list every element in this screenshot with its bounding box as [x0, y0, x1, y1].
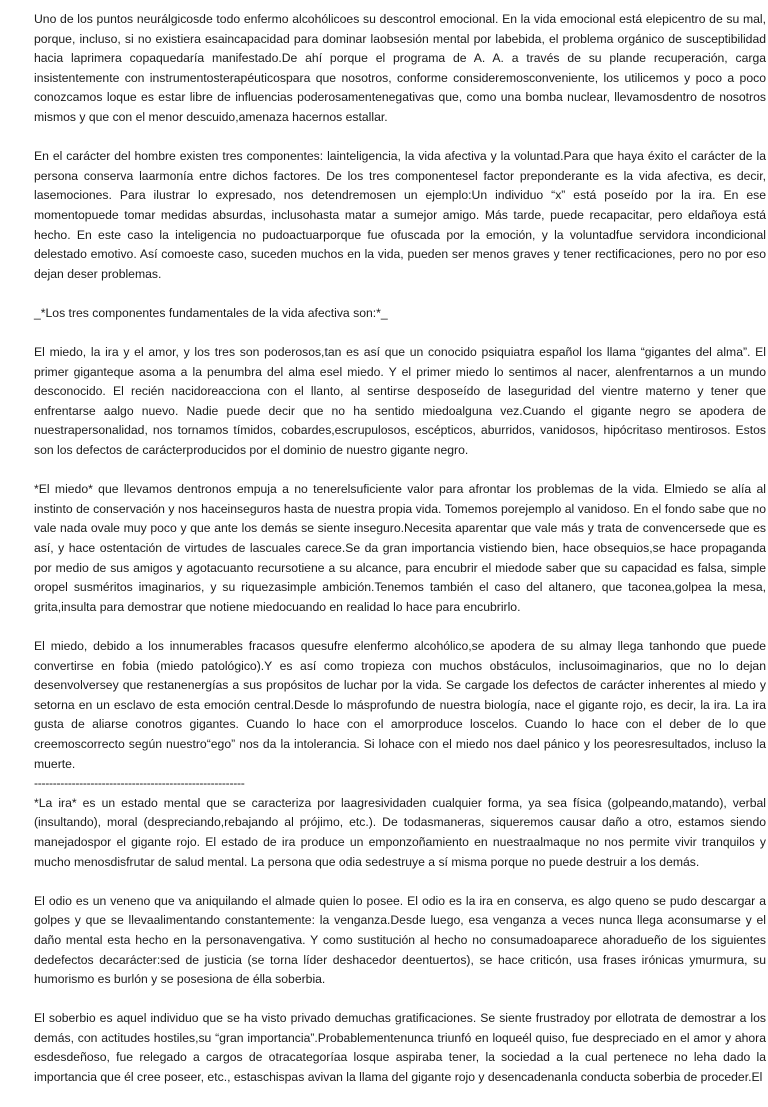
paragraph-alcoholic-emotional-descontrol: Uno de los puntos neurálgicosde todo enfermo alcohólicoes su descontrol emocional. En la vida emocional está elepicentro de su mal, porque, incluso, si no existiera esaincapacidad para dominar laobsesión mental por labebida, el problema orgánico de susceptibilidad hacia laprimera copaquedaría manifestado.De ahí porque el programa de A. A. a través de su plande recuperación, carga insistentemente con instrumentosterapéuticospara que nosotros, conforme consideremosconveniente, los utilicemos y poco a poco conozcamos loque es estar libre de influencias poderosamentenegativas que, como una bomba nuclear, llevamosdentro de nosotros mismos y que con el menor descuido,amenaza hacernos estallar.	[34, 12, 766, 124]
paragraph-fear: *El miedo* que llevamos dentronos empuja a no tenerelsuficiente valor para afrontar los problemas de la vida. Elmiedo se alía al instinto de conservación y nos haceinseguros hasta de nuestra propia vida. Tomemos porejemplo al vanidoso. En el fondo sabe que no vale nada ovale muy poco y que ante los demás se siente inseguro.Necesita aparentar que vale más y trata de convencersede que es así, y hace ostentación de virtudes de lascuales carece.Se da gran importancia vistiendo bien, hace obsequios,se hace propaganda por medio de sus amigos y agotacuanto recursotiene a su alcance, para encubrir el miedode saber que su capacidad es falsa, simple oropel susméritos imaginarios, y su riquezasimple ambición.Tenemos también el caso del altanero, que taconea,golpea la mesa, grita,insulta para demostrar que notiene miedocuando en realidad lo hace para encubrirlo.	[34, 482, 766, 614]
paragraph-affective-components-heading: _*Los tres componentes fundamentales de la vida afectiva son:*_	[34, 305, 388, 320]
paragraph-anger: *La ira* es un estado mental que se caracteriza por laagresividaden cualquier forma, ya sea física (golpeando,matando), verbal (insultando), moral (despreciando,rebajando al prójimo, etc.). De todasmaneras, siqueremos causar daño a otro, estamos siendo manejadospor el gigante rojo. El estado de ira produce un emponzoñamiento en nuestraalmaque no nos permite vivir tranquilos y mucho menosdisfrutar de salud mental. La persona que odia sedestruye a sí misma porque no puede destruir a los demás.	[34, 795, 766, 869]
document-page	[34, 10, 768, 1107]
paragraph-character-components: En el carácter del hombre existen tres componentes: lainteligencia, la vida afectiva y la voluntad.Para que haya éxito el carácter de la persona conserva laarmonía entre dichos factores. De los tres componentesel factor preponderante es la vida afectiva, es decir, lasemociones. Para ilustrar lo expresado, nos detendremosen un ejemplo:Un individuo “x” está poseído por la ira. En ese momentopuede tomar medidas absurdas, inclusohasta matar a sumejor amigo. Más tarde, puede recapacitar, pero eldañoya está hecho. En este caso la inteligencia no pudoactuarporque fue ofuscada por la emoción, y la voluntadfue servidora incondicional delestado emotivo. Así comoeste caso, suceden muchos en la vida, pueden ser menos graves y tener rectificaciones, pero no por eso dejan deser problemas.	[34, 149, 766, 281]
paragraph-hatred: El odio es un veneno que va aniquilando el almade quien lo posee. El odio es la ira en conserva, es algo queno se pudo descargar a golpes y que se llevaalimentando constantemente: la venganza.Desde luego, esa venganza a veces nunca llega aconsumarse y el daño mental esta hecho en la personavengativa. Y como sustitución al hecho no consumadoaparece ahoradueño de los siguientes dedefectos decarácter:sed de justicia (se torna líder deshacedor deentuertos), se hace criticón, usa frases irónicas ymurmura, su humorismo es burlón y se posesiona de élla soberbia.	[34, 893, 766, 987]
paragraph-fear-anger-love: El miedo, la ira y el amor, y los tres son poderosos,tan es así que un conocido psiquiatra español los llama “gigantes del alma”. El primer giganteque asoma a la penumbra del alma esel miedo. Y el primer miedo lo sentimos al nacer, alenfrentarnos a un mundo desconocido. El recién nacidoreacciona con el llanto, al sentirse desposeído de laseguridad del vientre materno y tener que enfrentarse aalgo nuevo. Nadie puede decir que no ha sentido miedoalguna vez.Cuando el gigante negro se apodera de nuestrapersonalidad, nos tornamos tímidos, cobardes,escrupulosos, escépticos, aburridos, vanidosos, hipócritaso mentirosos. Estos son los defectos de carácterproducidos por el dominio de nuestro gigante negro.	[34, 345, 766, 458]
dashed-divider: --------------------------------------------------------	[34, 776, 245, 791]
paragraph-arrogance: El soberbio es aquel individuo que se ha visto privado demuchas gratificaciones. Se siente frustradoy por ellotrata de demostrar a los demás, con actitudes hostiles,su “gran importancia”.Probablementenunca triunfó en loqueél quiso, fue despreciado en el amor y ahora esdesdeñoso, fue relegado a cargos de otracategoríaa losque aspiraba tener, la sociedad a la cual pertenece no leha dado la importancia que él cree poseer, etc., estaschispas avivan la llama del gigante rojo y desencadenanla conducta soberbia de proceder.El	[34, 1011, 766, 1085]
paragraph-fear-alcoholic: El miedo, debido a los innumerables fracasos quesufre elenfermo alcohólico,se apodera de su almay llega tanhondo que puede convertirse en fobia (miedo patológico).Y es así como tropieza con muchos obstáculos, inclusoimaginarios, que no lo dejan desenvolverseу que restanenergías a sus propósitos de luchar por la vida. Se cargade los defectos de carácter inherentes al miedo y setorna en un esclavo de esta emoción central.Desde lo másprofundo de nuestra biología, nace el gigante rojo, es decir, la ira. La ira gusta de aliarse conotros gigantes. Cuando lo hace con el amorproduce loscelos. Cuando lo hace con el deber de lo que creemoscorrecto según nuestro“ego” nos da la intolerancia. Si lohace con el miedo nos dael pánico y los peoresresultados, incluso la muerte.	[34, 639, 766, 771]
